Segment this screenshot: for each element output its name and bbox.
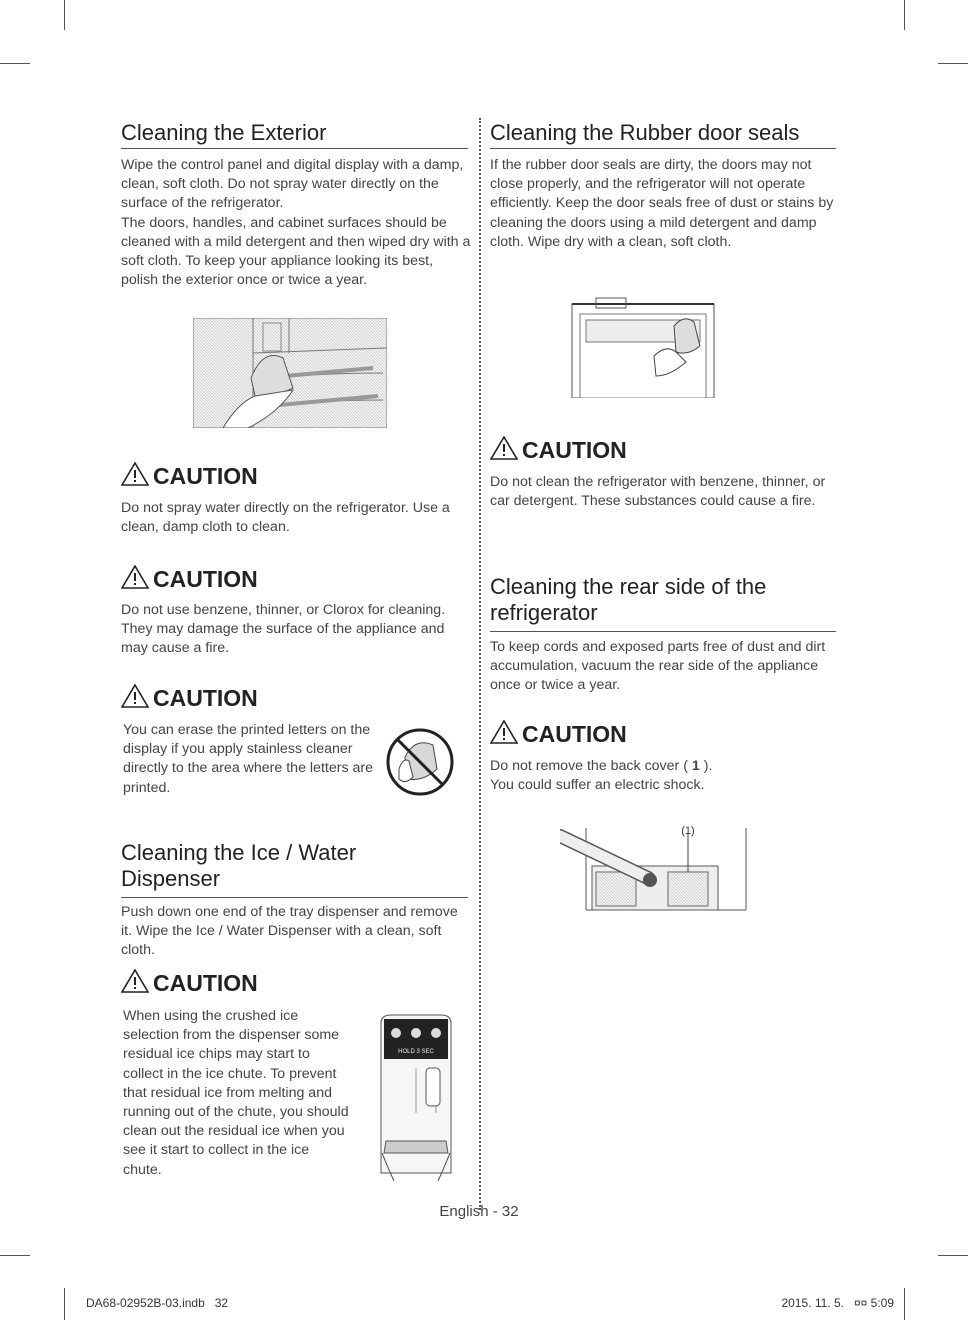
section-rule — [490, 631, 836, 632]
caution-stainless-text: You can erase the printed letters on the display if you apply stainless cleaner directly to the area where the letters are printed. — [123, 722, 373, 796]
section-title-rubber: Cleaning the Rubber door seals — [490, 120, 800, 145]
crop-mark — [938, 1255, 968, 1256]
section-title-exterior: Cleaning the Exterior — [121, 120, 327, 145]
page-number: English - 32 — [439, 1203, 519, 1220]
rubber-body: If the rubber door seals are dirty, the doors may not close properly, and the refrigerator will not operate efficiently. Keep the door seals free of dust or stains by cleaning the doors using a mild detergent and damp cloth. Wipe dry with a clean, soft cloth. — [490, 157, 834, 250]
rear-vacuum-illustration — [560, 822, 752, 914]
section-rule — [121, 148, 468, 149]
caution-heading: CAUTION — [121, 969, 258, 997]
section-rule — [121, 897, 468, 898]
crop-mark — [904, 0, 905, 30]
caution-heading: CAUTION — [490, 436, 627, 464]
crop-mark — [938, 63, 968, 64]
warning-icon — [490, 720, 518, 744]
section-title-rear: Cleaning the rear side of the refrigerator — [490, 574, 767, 625]
footer-timestamp: 2015. 11. 5. ¤¤ 5:09 — [781, 1296, 894, 1310]
crop-mark — [64, 1288, 65, 1320]
footer-filename: DA68-02952B-03.indb 32 — [86, 1296, 229, 1310]
crop-mark — [0, 63, 30, 64]
warning-icon — [121, 565, 149, 589]
section-rule — [490, 148, 836, 149]
exterior-body: Wipe the control panel and digital display with a damp, clean, soft cloth. Do not spray water directly on the surface of the refrigerator. The doors, handles, and cabinet surfaces should be cleaned with a mild detergent and then wiped dry with a soft cloth. To keep your appliance looking its best, polish the exterior once or twice a year. — [121, 157, 471, 289]
warning-icon — [121, 684, 149, 708]
rear-body: To keep cords and exposed parts free of dust and dirt accumulation, vacuum the rear side of the appliance once or twice a year. — [490, 639, 826, 694]
caution-benzene-right-text: Do not clean the refrigerator with benzene, thinner, or car detergent. These substances could cause a fire. — [490, 474, 826, 510]
callout-reference: 1 — [691, 758, 700, 774]
caution-spray-text: Do not spray water directly on the refrigerator. Use a clean, damp cloth to clean. — [121, 500, 450, 536]
crop-mark — [904, 1288, 905, 1320]
dispenser-illustration — [376, 1013, 456, 1181]
caution-heading: CAUTION — [121, 684, 258, 712]
crop-mark — [64, 0, 65, 30]
no-spray-cleaner-icon — [385, 727, 455, 797]
caution-benzene-text: Do not use benzene, thinner, or Clorox for cleaning. They may damage the surface of the appliance and may cause a fire. — [121, 602, 446, 657]
warning-icon — [121, 969, 149, 993]
column-divider — [479, 118, 481, 1210]
dispenser-body: Push down one end of the tray dispenser and remove it. Wipe the Ice / Water Dispenser with a clean, soft cloth. — [121, 904, 458, 959]
caution-back-cover-text: Do not remove the back cover ( 1 ). You could suffer an electric shock. — [490, 758, 713, 794]
dispenser-display-label: HOLD 3 SEC — [398, 1049, 434, 1055]
caution-heading: CAUTION — [121, 565, 258, 593]
section-title-dispenser: Cleaning the Ice / Water Dispenser — [121, 840, 357, 891]
warning-icon — [121, 462, 149, 486]
door-seal-illustration — [566, 296, 718, 398]
fridge-exterior-illustration — [193, 318, 387, 428]
caution-heading: CAUTION — [490, 720, 627, 748]
crop-mark — [0, 1255, 30, 1256]
caution-crushed-ice-text: When using the crushed ice selection from the dispenser some residual ice chips may start to collect in the ice chute. To prevent that residual ice from melting and running out of the chute, you should clean out the residual ice when you see it start to collect in the ice chute. — [123, 1008, 349, 1178]
warning-icon — [490, 436, 518, 460]
caution-heading: CAUTION — [121, 462, 258, 490]
rear-callout-label: (1) — [681, 825, 695, 837]
